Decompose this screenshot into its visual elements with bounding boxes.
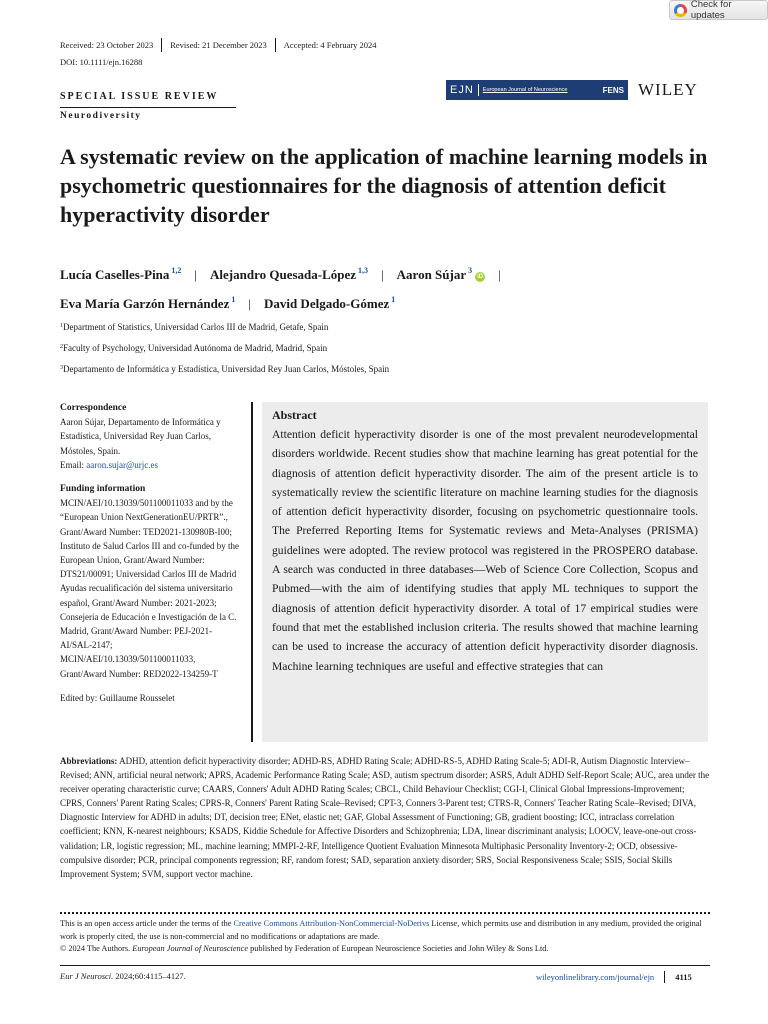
funding-block	[60, 482, 242, 681]
author-divider: |	[498, 267, 501, 282]
edited-by: Edited by: Guillaume Rousselet	[60, 692, 175, 703]
received-date: Received: 23 October 2023	[60, 40, 154, 50]
article-dates	[60, 38, 377, 52]
affiliation-item: $^1$Department of Statistics, Universidad Carlos III de Madrid, Getafe, Spain	[60, 322, 329, 332]
author[interactable]: David Delgado-Gómez $^1$	[263, 295, 396, 311]
author[interactable]: Alejandro Quesada-López $^{1,3}$	[210, 266, 369, 282]
date-divider	[161, 38, 162, 52]
abbreviations-text: ADHD, attention deficit hyperactivity disorder; ADHD-RS, ADHD Rating Scale; ADHD-RS-5, ADHD Rating Scale-5; ADI-R, Autism Diagnostic Interview–Revised; ANN, artificial neural network; APRS, Academic Performance Rating Scale; ASD, autism spectrum disorder; ASRS, Adult ADHD Self-Report Scale; AUC, area under the receiver operating characteristic curve; CAARS, Conners' Adult ADHD Rating Scales; CBCL, Child Behaviour Checklist; CGI-I, Clinical Global Impressions-Improvement; CPRS, Conners' Parent Rating Scales; CPRS-R, Conners' Parent Rating Scale–Revised; CPT-3, Conners 3-Parent test; CTRS-R, Conners' Teacher Rating Scale–Revised; DIVA, Diagnostic Interview for ADHD in adults; DT, decision tree; ENet, elastic net; GAF, Global Assessment of Functioning; GB, gradient boosting; ICC, intraclass correlation coefficient; KNN, K-nearest neighbours; KSADS, Kiddie Schedule for Affective Disorders and Schizophrenia; LDA, linear discriminant analysis; LOOCV, leave-one-out cross-validation; LR, logistic regression; ML, machine learning; MMPI-2-RF, Intelligence Quotient Evaluation Minnesota Multiphasic Personality Inventory-2; OCD, obsessive-compulsive disorder; PCR, principal components regression; RF, random forest; SAD, separation anxiety disorder; SRS, Social Responsiveness Scale; SSIS, Social Skills Improvement System; SVM, support vector machine.	[60, 756, 710, 879]
author-affiliation-ref[interactable]: 3	[468, 266, 473, 275]
footer-right	[536, 971, 692, 983]
author-list	[60, 258, 720, 316]
correspondence-block	[60, 401, 242, 472]
check-updates-icon	[674, 4, 687, 17]
affiliation-item: $^2$Faculty of Psychology, Universidad Autónoma de Madrid, Madrid, Spain	[60, 343, 328, 353]
author-affiliation-ref[interactable]: 1	[231, 295, 236, 304]
date-divider	[275, 38, 276, 52]
license-line: This is an open access article under the terms of the Creative Commons Attribution-NonCommercial-NoDerivs License, which permits use and distribution in any medium, provided the original work is properly cited, the use is non-commercial and no modifications or adaptations are made.	[60, 919, 702, 941]
author[interactable]: Eva María Garzón Hernández $^1$	[60, 295, 236, 311]
journal-name: European Journal of Neuroscience	[482, 87, 568, 93]
article-title: A systematic review on the application of machine learning models in psychometric questionnaires for the diagnosis of attention deficit hyperactivity disorder	[60, 144, 708, 227]
accepted-date: Accepted: 4 February 2024	[283, 40, 377, 50]
correspondence-heading: Correspondence	[60, 403, 127, 413]
affiliation-item: $^3$Departamento de Informática y Estadística, Universidad Rey Juan Carlos, Móstoles, Spain	[60, 364, 390, 374]
orcid-icon[interactable]: iD	[477, 274, 484, 280]
sidebar-info	[60, 401, 242, 705]
author-affiliation-ref[interactable]: 1,3	[358, 266, 369, 275]
footer-divider	[664, 971, 665, 983]
revised-date: Revised: 21 December 2023	[170, 40, 267, 50]
subsection-label: Neurodiversity	[60, 111, 142, 121]
journal-banner[interactable]	[446, 80, 628, 100]
ejn-logo: EJN	[446, 84, 479, 96]
author-affiliation-ref[interactable]: 1,2	[171, 266, 182, 275]
section-label: SPECIAL ISSUE REVIEW	[60, 91, 219, 102]
cc-license-link[interactable]: Creative Commons Attribution-NonCommercial-NoDerivs	[233, 919, 430, 928]
funding-heading: Funding information	[60, 484, 146, 495]
license-divider	[60, 912, 710, 914]
license-notice	[60, 918, 710, 956]
author-divider: |	[381, 267, 384, 282]
fens-logo: FENS	[602, 85, 624, 95]
abstract-heading: Abstract	[272, 408, 317, 422]
correspondence-email-line: Email: aaron.sujar@urjc.es	[60, 459, 159, 470]
section-rule	[60, 107, 236, 108]
footer-rule	[60, 965, 710, 966]
page-number: 4115	[675, 972, 692, 982]
check-for-updates-button[interactable]	[669, 0, 768, 20]
author-divider: |	[194, 267, 198, 282]
doi: DOI: 10.1111/ejn.16288	[60, 57, 143, 67]
publisher-logo: WILEY	[638, 80, 698, 99]
affiliations	[60, 316, 389, 379]
correspondence-text: Aaron Sújar, Departamento de Informática y Estadística, Universidad Rey Juan Carlos, Móstoles, Spain.	[60, 417, 221, 456]
abstract-text: Attention deficit hyperactivity disorder is one of the most prevalent neurodevelopmental disorders worldwide. Recent studies show that machine learning has great potential for the diagnosis of attention deficit hyperactivity disorder. The aim of the present article is to systematically review the scientific literature on machine learning studies for the diagnosis of attention deficit hyperactivity disorder, focusing on psychometric questionnaire tools. The Preferred Reporting Items for Systematic reviews and Meta-Analyses (PRISMA) guidelines were adopted. The review protocol was registered in the PROSPERO database. A search was conducted in three databases—Web of Science Core Collection, Scopus and Pubmed—with the aim of identifying studies that apply ML techniques to support the diagnosis of attention deficit hyperactivity disorder. A total of 17 empirical studies were found that met the established inclusion criteria. The results showed that machine learning can be used to increase the accuracy of attention deficit hyperactivity disorder diagnosis. Machine learning techniques are useful and effective strategies that can	[272, 428, 698, 673]
funding-text: MCIN/AEI/10.13039/501100011033 and by the “European Union NextGenerationEU/PRTR”., Grant/Award Number: TED2021-130980B-I00; Instituto de Salud Carlos III and co-funded by the European Union, Grant/Award Number: DTS21/00091; Universidad Carlos III de Madrid Ayudas recualificación del sistema universitario español, Grant/Award Number: 2021-2023; Consejería de Educación e Investigación de la C. Madrid, Grant/Award Number: PEJ-2021-AI/SAL-2147; MCIN/AEI/10.13039/501100011033, Grant/Award Number: RED2022-134259-T	[60, 498, 239, 679]
author-divider: |	[248, 296, 251, 311]
abstract-box	[262, 402, 708, 742]
author[interactable]: Lucía Caselles-Pina $^{1,2}$	[60, 266, 182, 282]
copyright-line: © 2024 The Authors. European Journal of Neuroscience published by Federation of European Neuroscience Societies and John Wiley & Sons Ltd.	[60, 944, 549, 953]
author-affiliation-ref[interactable]: 1	[391, 295, 396, 304]
column-divider	[251, 402, 253, 742]
email-link[interactable]: aaron.sujar@urjc.es	[86, 459, 159, 470]
check-updates-label: Check for updates	[690, 0, 732, 21]
abbreviations	[60, 754, 710, 881]
abbreviations-heading: Abbreviations:	[60, 756, 118, 766]
journal-url-link[interactable]: wileyonlinelibrary.com/journal/ejn	[536, 972, 655, 982]
author[interactable]: Aaron Sújar $^3$iD	[396, 266, 484, 282]
footer-citation: Eur J Neurosci. 2024;60:4115–4127.	[60, 971, 186, 981]
